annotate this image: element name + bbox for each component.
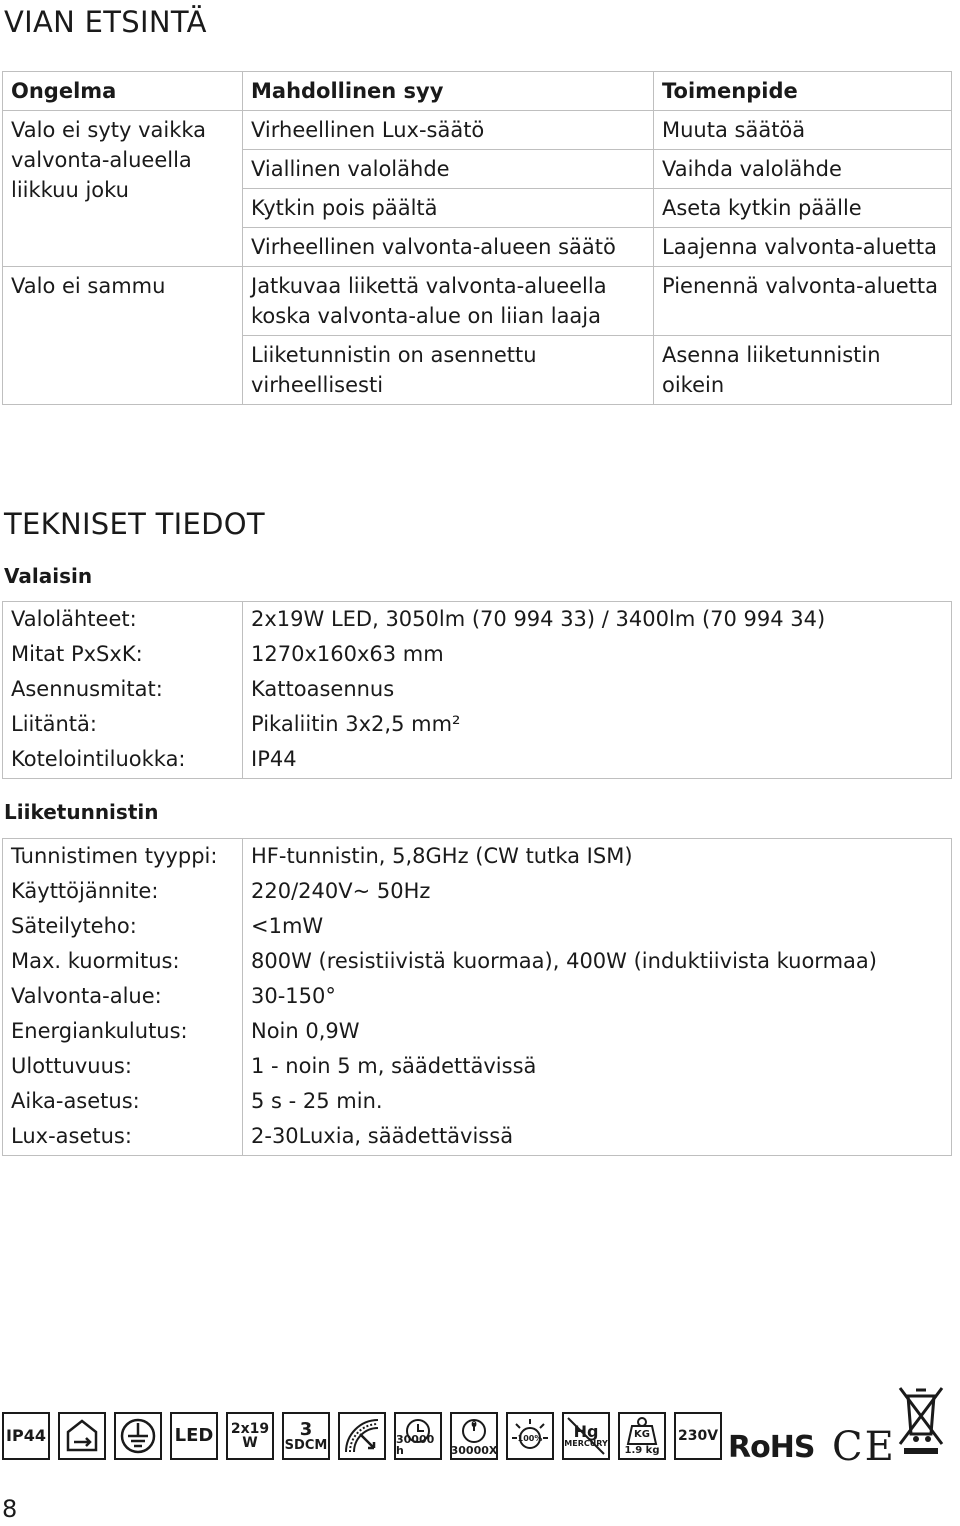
sensor-heading: Liiketunnistin — [4, 800, 159, 824]
luminaire-spec-table — [2, 601, 952, 779]
indoor-use-icon — [58, 1412, 106, 1460]
header-action: Toimenpide — [654, 72, 952, 111]
action-cell: Laajenna valvonta-aluetta — [654, 228, 952, 267]
spec-value: 220/240V~ 50Hz — [243, 874, 952, 909]
action-cell: Muuta säätöä — [654, 111, 952, 150]
cause-cell: Virheellinen valvonta-alueen säätö — [243, 228, 654, 267]
page-number: 8 — [2, 1495, 18, 1523]
spec-value: IP44 — [243, 742, 952, 779]
spec-label: Valvonta-alue: — [3, 979, 243, 1014]
spec-label: Tunnistimen tyyppi: — [3, 839, 243, 875]
spec-value: 1270x160x63 mm — [243, 637, 952, 672]
switching-cycles-icon: 0 30000X — [450, 1412, 498, 1460]
spec-value: HF-tunnistin, 5,8GHz (CW tutka ISM) — [243, 839, 952, 875]
instant-light-icon — [338, 1412, 386, 1460]
spec-label: Käyttöjännite: — [3, 874, 243, 909]
cause-cell: Kytkin pois päältä — [243, 189, 654, 228]
spec-label: Valolähteet: — [3, 602, 243, 638]
spec-value: 2x19W LED, 3050lm (70 994 33) / 3400lm (70 994 34) — [243, 602, 952, 638]
spec-value: 5 s - 25 min. — [243, 1084, 952, 1119]
spec-value: 30-150° — [243, 979, 952, 1014]
spec-value: Pikaliitin 3x2,5 mm² — [243, 707, 952, 742]
spec-row — [3, 1084, 952, 1119]
svg-text:0: 0 — [471, 1420, 477, 1429]
spec-value: 2-30Luxia, säädettävissä — [243, 1119, 952, 1156]
ip44-icon: IP44 — [2, 1412, 50, 1460]
header-cause: Mahdollinen syy — [243, 72, 654, 111]
spec-label: Energiankulutus: — [3, 1014, 243, 1049]
action-cell: Asenna liiketunnistin oikein — [654, 336, 952, 405]
tech-title: TEKNISET TIEDOT — [4, 507, 265, 541]
full-light-icon: 100% — [506, 1412, 554, 1460]
problem-cell: Valo ei syty vaikka valvonta-alueella liikkuu joku — [3, 111, 243, 267]
action-cell: Pienennä valvonta-aluetta — [654, 267, 952, 336]
spec-value: 800W (resistiivistä kuormaa), 400W (induktiivista kuormaa) — [243, 944, 952, 979]
action-cell: Vaihda valolähde — [654, 150, 952, 189]
header-problem: Ongelma — [3, 72, 243, 111]
weee-bin-icon — [896, 1384, 946, 1456]
ce-mark: CE — [832, 1424, 896, 1470]
table-header-row — [3, 72, 952, 111]
spec-label: Lux-asetus: — [3, 1119, 243, 1156]
table-row — [3, 111, 952, 150]
lifetime-hours-icon: 30000 h — [394, 1412, 442, 1460]
spec-row — [3, 1049, 952, 1084]
cause-cell: Liiketunnistin on asennettu virheellisesti — [243, 336, 654, 405]
spec-row — [3, 1014, 952, 1049]
problem-cell: Valo ei sammu — [3, 267, 243, 405]
sensor-spec-table — [2, 838, 952, 1156]
voltage-icon: 230V — [674, 1412, 722, 1460]
spec-row — [3, 909, 952, 944]
spec-label: Ulottuvuus: — [3, 1049, 243, 1084]
led-icon: LED — [170, 1412, 218, 1460]
spec-row — [3, 672, 952, 707]
troubleshooting-title: VIAN ETSINTÄ — [4, 5, 207, 39]
spec-value: Kattoasennus — [243, 672, 952, 707]
cause-cell: Jatkuvaa liikettä valvonta-alueella koska valvonta-alue on liian laaja — [243, 267, 654, 336]
certification-icons — [2, 1384, 952, 1470]
spec-label: Liitäntä: — [3, 707, 243, 742]
spec-row — [3, 874, 952, 909]
weight-icon: KG 1.9 kg — [618, 1412, 666, 1460]
action-cell: Aseta kytkin päälle — [654, 189, 952, 228]
luminaire-heading: Valaisin — [4, 564, 93, 588]
spec-label: Mitat PxSxK: — [3, 637, 243, 672]
spec-label: Aika-asetus: — [3, 1084, 243, 1119]
spec-label: Kotelointiluokka: — [3, 742, 243, 779]
spec-value: 1 - noin 5 m, säädettävissä — [243, 1049, 952, 1084]
spec-row — [3, 602, 952, 638]
spec-row — [3, 979, 952, 1014]
sdcm-icon: 3 SDCM — [282, 1412, 330, 1460]
spec-row — [3, 637, 952, 672]
rohs-logo: RoHS — [728, 1430, 815, 1465]
cause-cell: Virheellinen Lux-säätö — [243, 111, 654, 150]
cause-cell: Viallinen valolähde — [243, 150, 654, 189]
table-row — [3, 267, 952, 336]
spec-row — [3, 707, 952, 742]
earth-ground-icon — [114, 1412, 162, 1460]
power-icon: 2x19 W — [226, 1412, 274, 1460]
spec-row — [3, 1119, 952, 1156]
mercury-free-icon: Hg MERCURY — [562, 1412, 610, 1460]
spec-value: Noin 0,9W — [243, 1014, 952, 1049]
spec-label: Asennusmitat: — [3, 672, 243, 707]
spec-row — [3, 944, 952, 979]
spec-label: Säteilyteho: — [3, 909, 243, 944]
spec-row — [3, 839, 952, 875]
spec-value: <1mW — [243, 909, 952, 944]
spec-label: Max. kuormitus: — [3, 944, 243, 979]
troubleshooting-table — [2, 71, 952, 405]
spec-row — [3, 742, 952, 779]
